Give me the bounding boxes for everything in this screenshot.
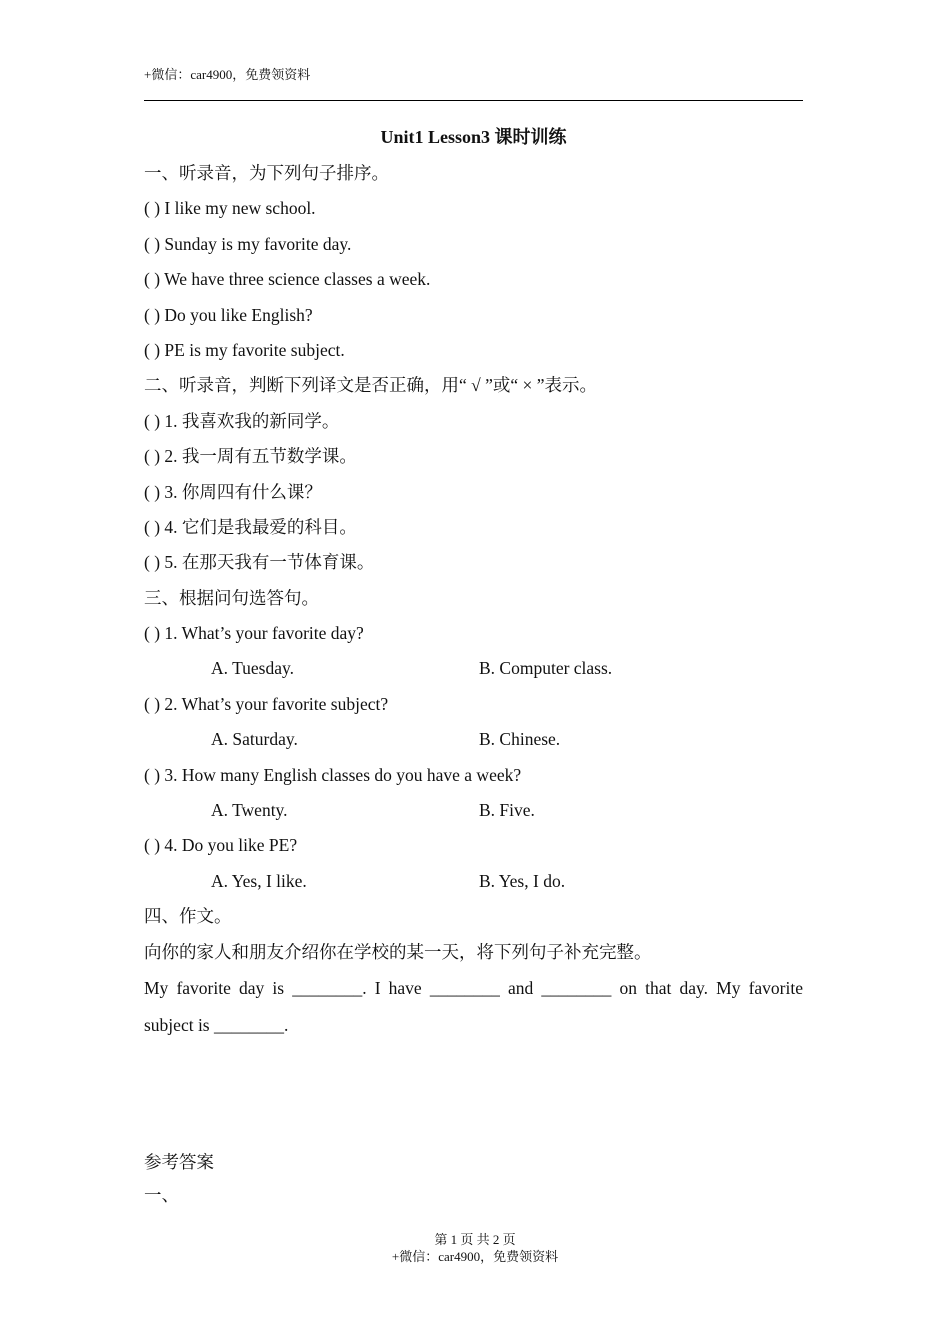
option-b: B. Chinese. [479,729,561,750]
header-note: +微信：car4900，免费领资料 [144,67,311,82]
section2-item: ( ) 3. 你周四有什么课？ [144,481,322,502]
section2-item: ( ) 4. 它们是我最爱的科目。 [144,516,357,537]
section1-heading: 一、听录音，为下列句子排序。 [144,163,389,183]
option-a: A. Twenty. [211,800,288,821]
section4-instruction: 向你的家人和朋友介绍你在学校的某一天，将下列句子补充完整。 [144,941,652,962]
section2-item: ( ) 1. 我喜欢我的新同学。 [144,410,340,431]
option-b: B. Five. [479,800,535,821]
section3-options [144,722,803,757]
option-a: A. Yes, I like. [211,870,307,891]
page-number: 第 1 页 共 2 页 [434,1232,516,1247]
option-a: A. Tuesday. [211,658,294,679]
section3-options [144,864,803,899]
answer-key-section1: 一、 [144,1185,179,1205]
section1-item: ( ) We have three science classes a week. [144,269,431,290]
answer-key-heading: 参考答案 [144,1152,214,1172]
section3-question: ( ) 4. Do you like PE? [144,835,298,856]
section1-item: ( ) Sunday is my favorite day. [144,233,352,254]
section3-question: ( ) 3. How many English classes do you have a week? [144,764,522,785]
section4-heading: 四、作文。 [144,906,232,927]
header-divider [144,100,803,101]
section1-item: ( ) I like my new school. [144,198,316,219]
section3-options [144,651,803,686]
option-b: B. Computer class. [479,658,613,679]
composition-paragraph: My favorite day is ________. I have ________ and ________ on that day. My favorite subject is ________. [144,977,803,1035]
section3-heading: 三、根据问句选答句。 [144,587,319,608]
section1-item: ( ) PE is my favorite subject. [144,339,345,360]
answer-key [144,1146,214,1212]
section3-question: ( ) 2. What’s your favorite subject? [144,693,389,714]
section2-item: ( ) 5. 在那天我有一节体育课。 [144,552,375,573]
section3-question: ( ) 1. What’s your favorite day? [144,623,364,644]
section3-options [144,793,803,828]
option-b: B. Yes, I do. [479,870,566,891]
page-title: Unit1 Lesson3 课时训练 [380,127,567,147]
section2-heading: 二、听录音，判断下列译文是否正确，用“ √ ”或“ × ”表示。 [144,375,598,396]
option-a: A. Saturday. [211,729,298,750]
footer-note: +微信：car4900，免费领资料 [391,1249,559,1264]
worksheet-body [144,156,803,1044]
section1-item: ( ) Do you like English? [144,304,313,325]
section2-item: ( ) 2. 我一周有五节数学课。 [144,446,357,467]
